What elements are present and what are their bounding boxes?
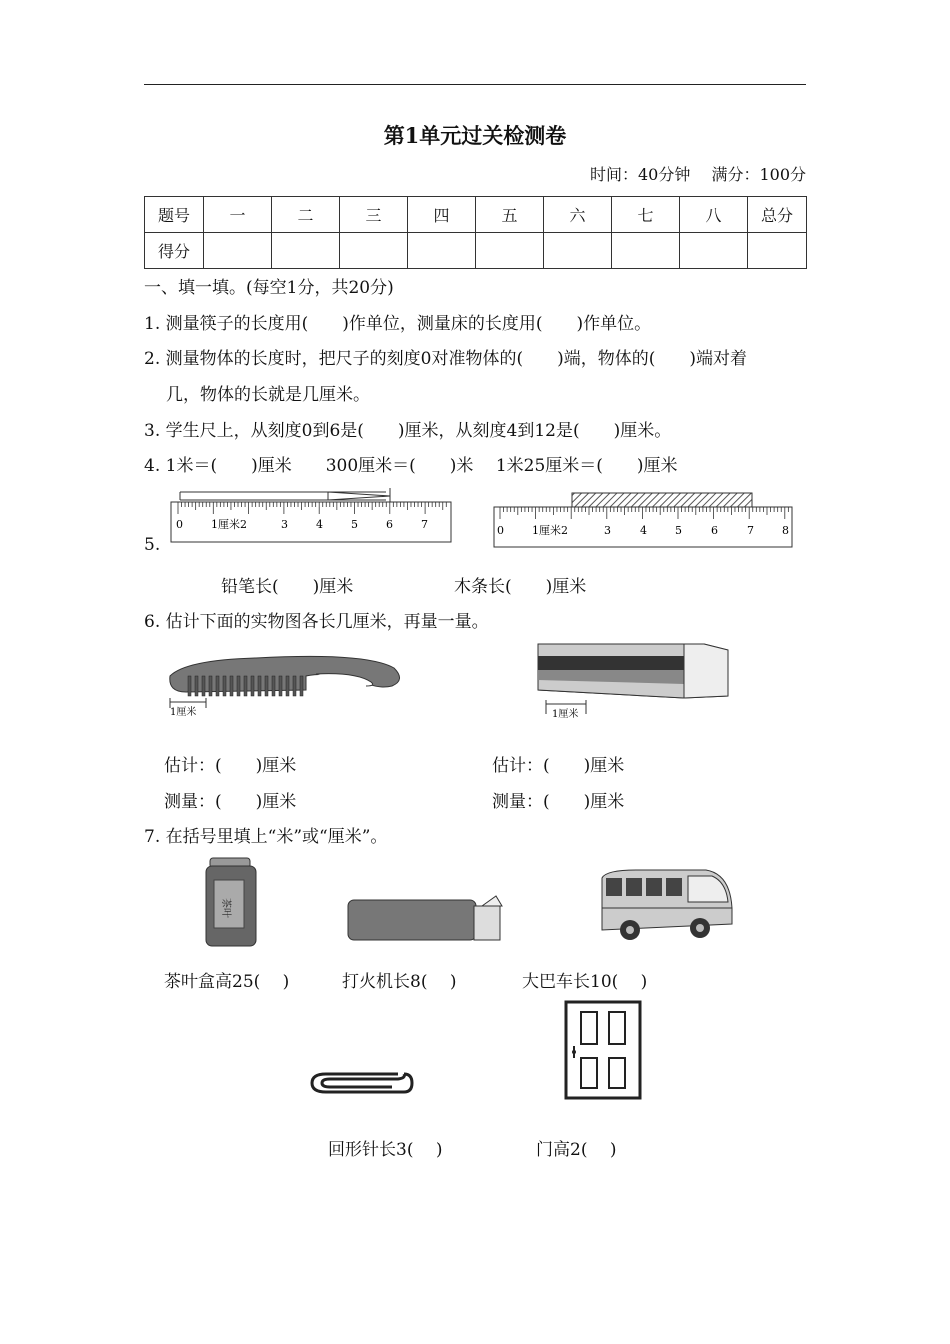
question-5-number: 5. [144, 535, 161, 555]
door-figure [563, 1000, 645, 1100]
cell-score-label: 得分 [145, 233, 204, 269]
paper-clip-icon [312, 1074, 412, 1092]
cell-score[interactable] [476, 233, 544, 269]
comb-tooth [188, 676, 191, 696]
ruler-label: 5 [351, 518, 358, 531]
cell-header: 二 [272, 197, 340, 233]
paper-clip-question: 回形针长3( ) [328, 1140, 443, 1160]
ruler-label: 6 [711, 524, 718, 537]
cell-score[interactable] [340, 233, 408, 269]
comb-tooth [244, 676, 247, 696]
comb-tooth [279, 676, 282, 696]
cell-header: 四 [408, 197, 476, 233]
exam-meta [590, 162, 806, 185]
comb-tooth [286, 676, 289, 696]
comb-tooth [272, 676, 275, 696]
door-question: 门高2( ) [536, 1140, 617, 1160]
tea-can-label: 茶叶 [220, 898, 231, 918]
cell-score[interactable] [612, 233, 680, 269]
eraser-measure: 测量：( )厘米 [492, 792, 625, 812]
score-table-header-row [145, 197, 807, 233]
comb-figure [166, 646, 406, 720]
cell-score[interactable] [544, 233, 612, 269]
cell-header: 三 [340, 197, 408, 233]
ruler-label: 3 [281, 518, 288, 531]
unit-label: 1厘米 [170, 707, 197, 718]
ruler-label: 4 [316, 518, 323, 531]
eraser-icon [538, 644, 728, 698]
score-table-score-row [145, 233, 807, 269]
question-6: 6. 估计下面的实物图各长几厘米，再量一量。 [144, 612, 489, 632]
lighter-question: 打火机长8( ) [342, 972, 457, 992]
comb-tooth [251, 676, 254, 696]
cell-score[interactable] [204, 233, 272, 269]
cell-header: 一 [204, 197, 272, 233]
eraser-figure [534, 640, 734, 722]
comb-tooth [300, 676, 303, 696]
section-1-heading: 一、填一填。(每空1分，共20分) [144, 278, 394, 298]
question-3: 3. 学生尺上，从刻度0到6是( )厘米，从刻度4到12是( )厘米。 [144, 421, 672, 441]
ruler-label: 0 [497, 524, 504, 537]
ruler-label: 7 [421, 518, 428, 531]
cell-header: 六 [544, 197, 612, 233]
cell-score[interactable] [748, 233, 807, 269]
unit-label: 1厘米 [552, 709, 579, 720]
question-4: 4. 1米＝( )厘米 300厘米＝( )米 1米25厘米＝( )厘米 [144, 456, 678, 476]
comb-tooth [293, 676, 296, 696]
cell-header: 八 [680, 197, 748, 233]
cell-header: 总分 [748, 197, 807, 233]
ruler-label: 6 [386, 518, 393, 531]
ruler-label: 4 [640, 524, 647, 537]
time-limit: 时间：40分钟 [589, 165, 691, 184]
lighter-icon [348, 896, 502, 940]
ruler-label: 1厘米2 [532, 524, 568, 537]
door-icon [566, 1002, 640, 1098]
comb-measure: 测量：( )厘米 [164, 792, 297, 812]
ruler-pencil-figure [168, 488, 458, 546]
comb-tooth [223, 676, 226, 696]
page-title: 第1单元过关检测卷 [383, 123, 567, 148]
ruler-label: 7 [747, 524, 754, 537]
ruler-label: 8 [782, 524, 789, 537]
bus-question: 大巴车长10( ) [522, 972, 648, 992]
ruler-label: 5 [675, 524, 682, 537]
comb-teeth [188, 676, 303, 696]
question-2-line-2: 几，物体的长就是几厘米。 [166, 385, 370, 405]
cell-header: 题号 [145, 197, 204, 233]
comb-tooth [258, 676, 261, 696]
cell-score[interactable] [272, 233, 340, 269]
wood-strip-icon [572, 493, 752, 507]
cell-header: 七 [612, 197, 680, 233]
comb-tooth [209, 676, 212, 696]
question-7: 7. 在括号里填上“米”或“厘米”。 [144, 827, 388, 847]
paper-clip-figure [308, 1064, 416, 1100]
comb-tooth [195, 676, 198, 696]
lighter-figure [346, 892, 508, 944]
comb-tooth [202, 676, 205, 696]
cell-score[interactable] [680, 233, 748, 269]
comb-tooth [216, 676, 219, 696]
ruler-label: 3 [604, 524, 611, 537]
ruler-label: 0 [176, 518, 183, 531]
cell-score[interactable] [408, 233, 476, 269]
wood-answer: 木条长( )厘米 [454, 577, 587, 597]
eraser-estimate: 估计：( )厘米 [492, 756, 625, 776]
question-1: 1. 测量筷子的长度用( )作单位，测量床的长度用( )作单位。 [144, 314, 652, 334]
question-2-line-1: 2. 测量物体的长度时，把尺子的刻度0对准物体的( )端，物体的( )端对着 [144, 349, 747, 369]
ruler-label: 1厘米2 [211, 518, 247, 531]
pencil-answer: 铅笔长( )厘米 [221, 577, 354, 597]
header-rule [144, 84, 806, 85]
tea-can-figure [200, 856, 264, 948]
comb-estimate: 估计：( )厘米 [164, 756, 297, 776]
full-score: 满分：100分 [711, 165, 806, 184]
comb-tooth [230, 676, 233, 696]
ruler-wood-figure [492, 490, 797, 552]
comb-tooth [237, 676, 240, 696]
bus-icon [602, 870, 732, 940]
tea-can-question: 茶叶盒高25( ) [164, 972, 290, 992]
bus-figure [596, 868, 736, 948]
cell-header: 五 [476, 197, 544, 233]
score-table [144, 196, 807, 269]
comb-tooth [265, 676, 268, 696]
